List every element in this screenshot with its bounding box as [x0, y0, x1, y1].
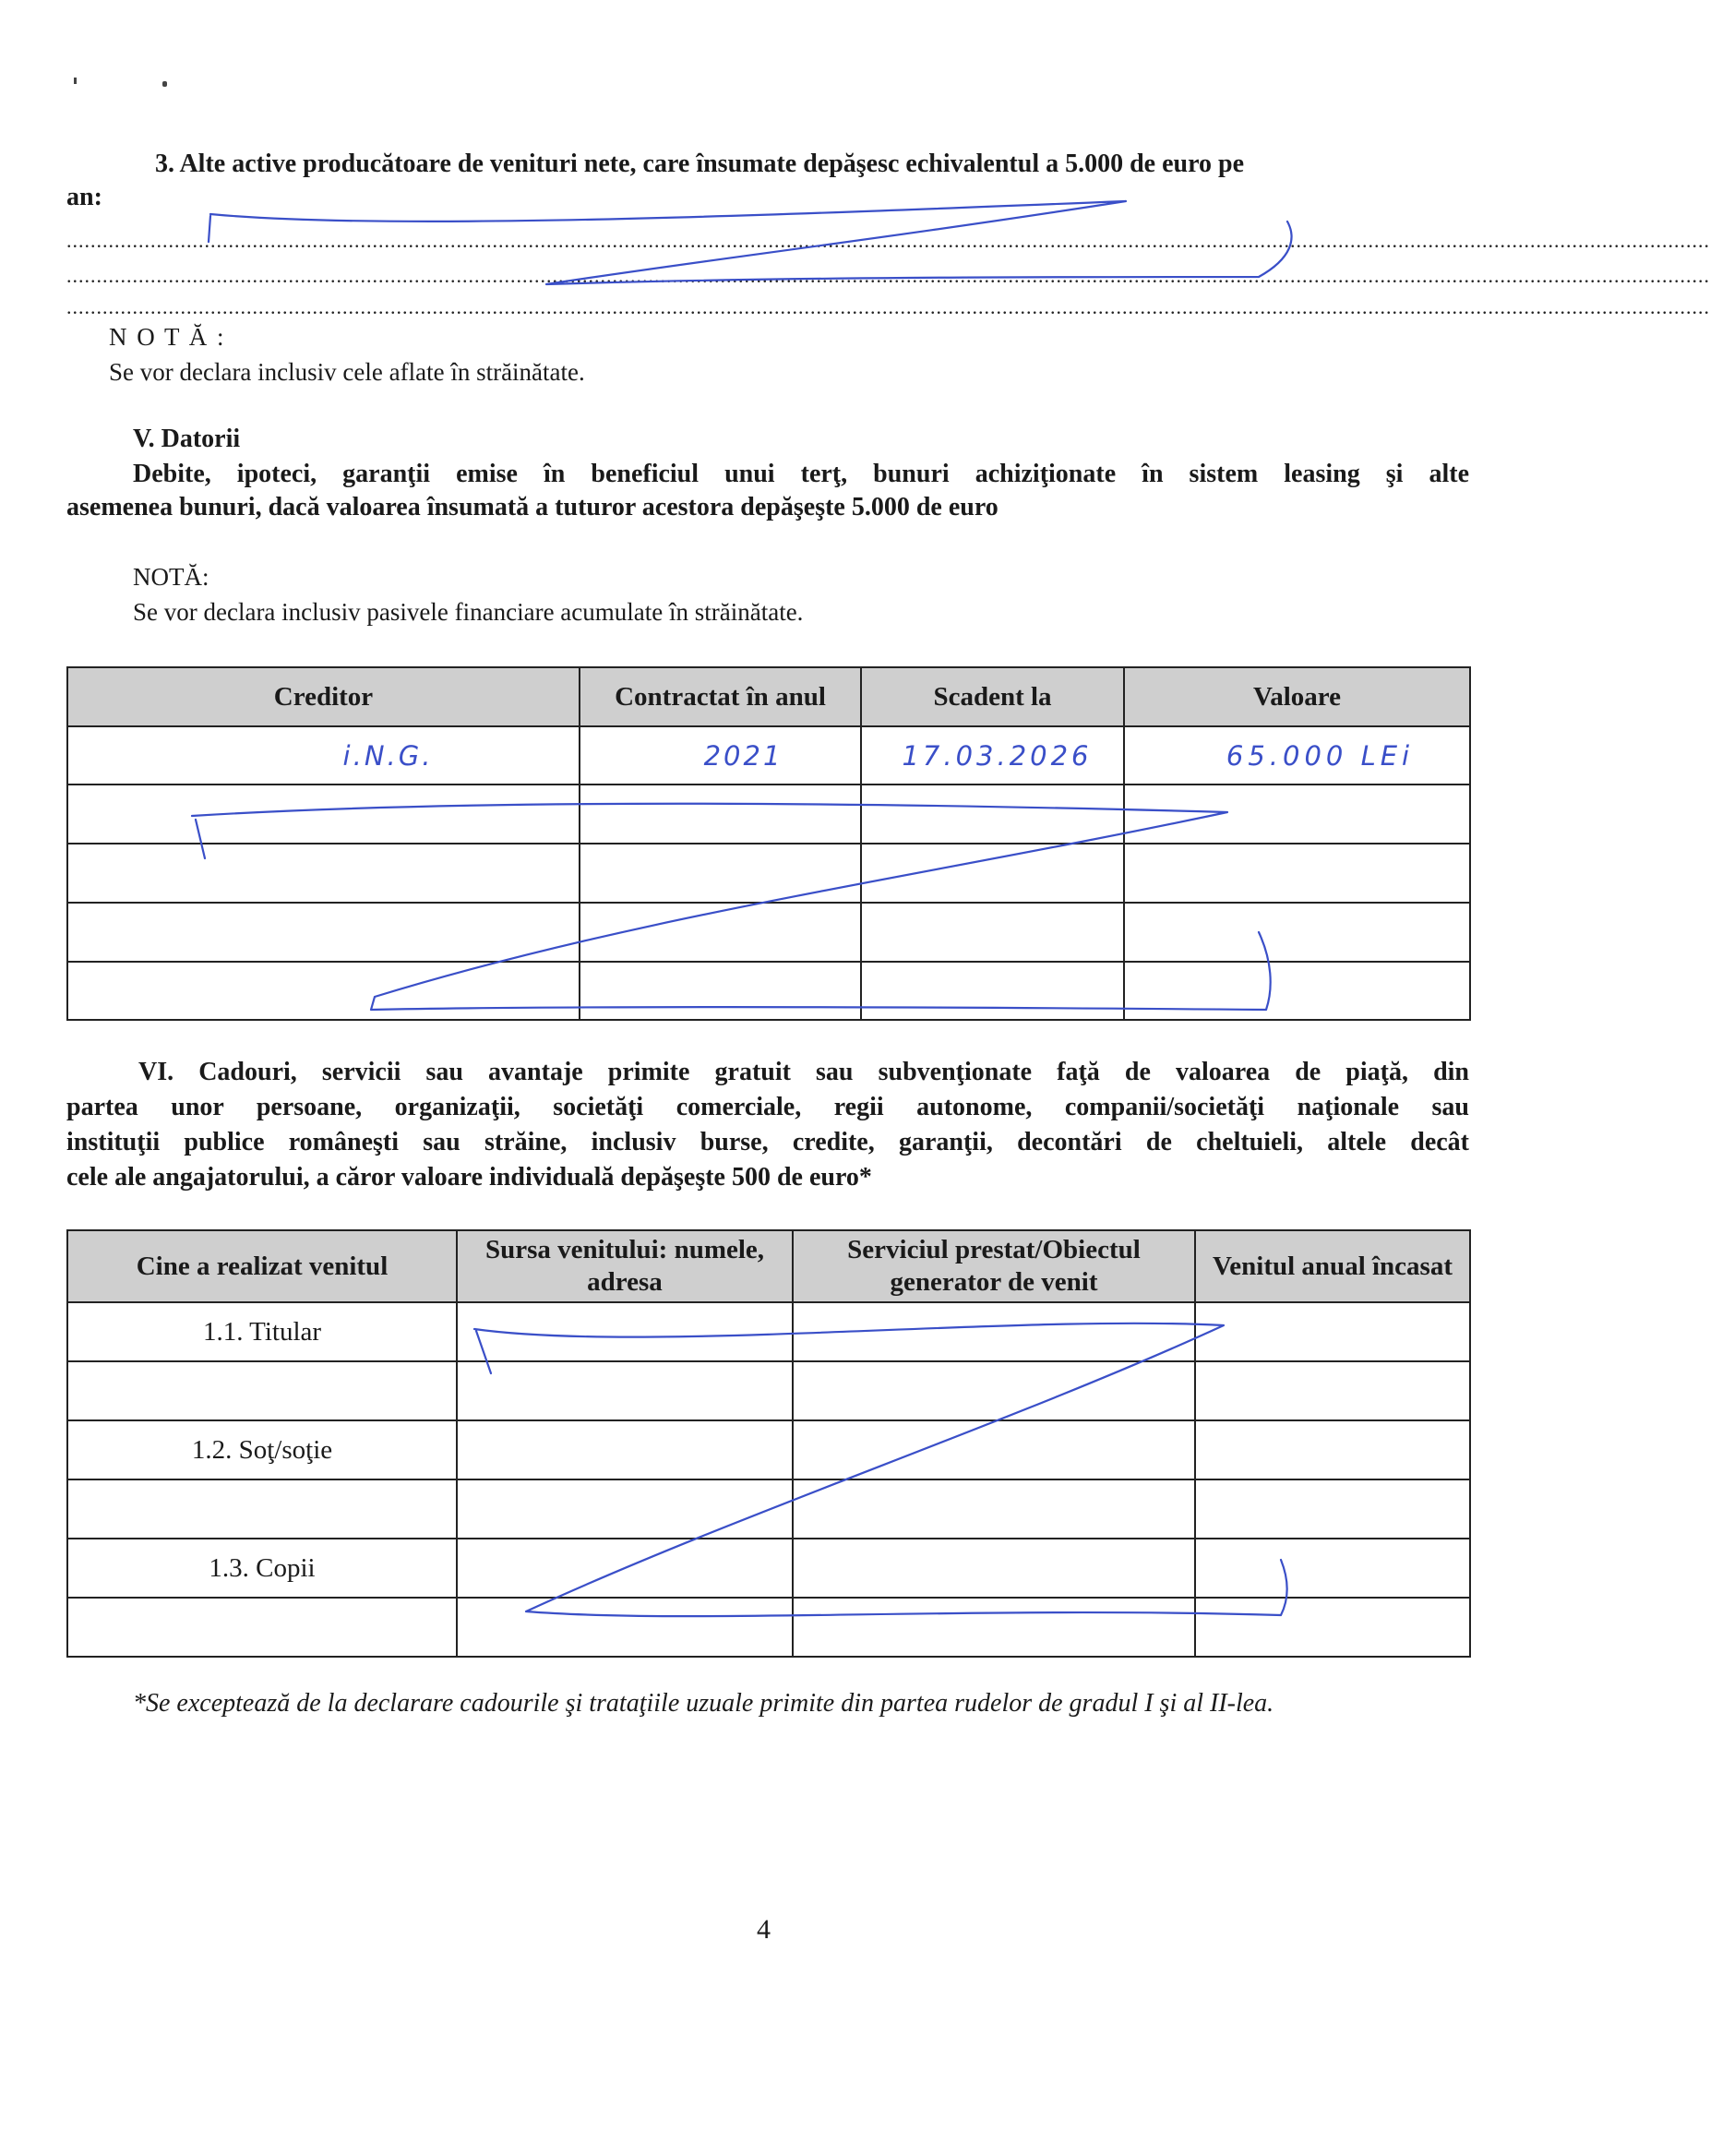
table-row: [67, 962, 1470, 1020]
row-label-children: 1.3. Copii: [67, 1539, 457, 1598]
section-3-nota-label: N O T Ă :: [109, 323, 226, 351]
column-header-who: Cine a realizat venitul: [67, 1230, 457, 1302]
row-label-spouse: 1.2. Soţ/soţie: [67, 1420, 457, 1479]
footnote: *Se exceptează de la declarare cadourile şi trataţiile uzuale primite din partea rudelor de gradul I şi al II-lea.: [133, 1689, 1274, 1718]
column-header-source: Sursa venitului: numele, adresa: [457, 1230, 793, 1302]
column-header-creditor: Creditor: [67, 667, 580, 726]
gifts-table: [66, 1229, 1471, 1658]
debts-table: [66, 666, 1471, 1021]
table-row: [67, 726, 1470, 785]
creditor-cell: i.N.G.: [67, 726, 580, 785]
dotted-line: ..................................................................................................................................................................................................................................................................................: [66, 295, 1710, 318]
section-5-nota-text: Se vor declara inclusiv pasivele financiare acumulate în străinătate.: [133, 598, 804, 626]
table-row: [67, 1420, 1470, 1479]
due-date-cell: 17.03.2026: [861, 726, 1124, 785]
table-row: [67, 1479, 1470, 1539]
section-6-line3: instituţii publice româneşti sau străine, inclusiv burse, credite, garanţii, decontări de cheltuieli, altele decât: [66, 1128, 1469, 1156]
section-6-line4: cele ale angajatorului, a căror valoare individuală depăşeşte 500 de euro*: [66, 1163, 872, 1192]
column-header-valoare: Valoare: [1124, 667, 1470, 726]
table-row: [67, 785, 1470, 844]
table-row: [67, 844, 1470, 903]
column-header-service: Serviciul prestat/Obiectul generator de venit: [793, 1230, 1195, 1302]
section-6-line1: VI. Cadouri, servicii sau avantaje primite gratuit sau subvenţionate faţă de valoarea de piaţă, din: [138, 1058, 1469, 1086]
scan-mark: [162, 81, 167, 87]
column-header-income: Venitul anual încasat: [1195, 1230, 1470, 1302]
section-3-heading-cont: an:: [66, 183, 102, 211]
value-cell: 65.000 LEi: [1124, 726, 1470, 785]
section-3-nota-text: Se vor declara inclusiv cele aflate în străinătate.: [109, 358, 585, 386]
section-5-desc-line2: asemenea bunuri, dacă valoarea însumată a tuturor acestora depăşeşte 5.000 de euro: [66, 493, 998, 521]
column-header-scadent: Scadent la: [861, 667, 1124, 726]
page-number: 4: [757, 1914, 771, 1945]
section-3-heading: 3. Alte active producătoare de venituri nete, care însumate depăşesc echivalentul a 5.000 de euro pe: [155, 150, 1245, 178]
dotted-line: ..................................................................................................................................................................................................................................................................................: [66, 264, 1710, 287]
section-6-line2: partea unor persoane, organizaţii, societăţi comerciale, regii autonome, companii/societăţi naţionale sau: [66, 1093, 1469, 1121]
contract-year-cell: 2021: [580, 726, 861, 785]
section-5-nota-label: NOTĂ:: [133, 563, 209, 591]
section-5-desc-line1: Debite, ipoteci, garanţii emise în beneficiul unui terţ, bunuri achiziţionate în sistem leasing şi alte: [133, 460, 1469, 488]
table-row: [67, 1598, 1470, 1657]
column-header-contractat: Contractat în anul: [580, 667, 861, 726]
table-row: [67, 1539, 1470, 1598]
table-row: [67, 1302, 1470, 1361]
dotted-line: ..................................................................................................................................................................................................................................................................................: [66, 229, 1710, 252]
row-label-titular: 1.1. Titular: [67, 1302, 457, 1361]
section-5-title: V. Datorii: [133, 425, 241, 453]
table-row: [67, 1361, 1470, 1420]
scan-mark: [74, 78, 77, 84]
table-row: [67, 903, 1470, 962]
